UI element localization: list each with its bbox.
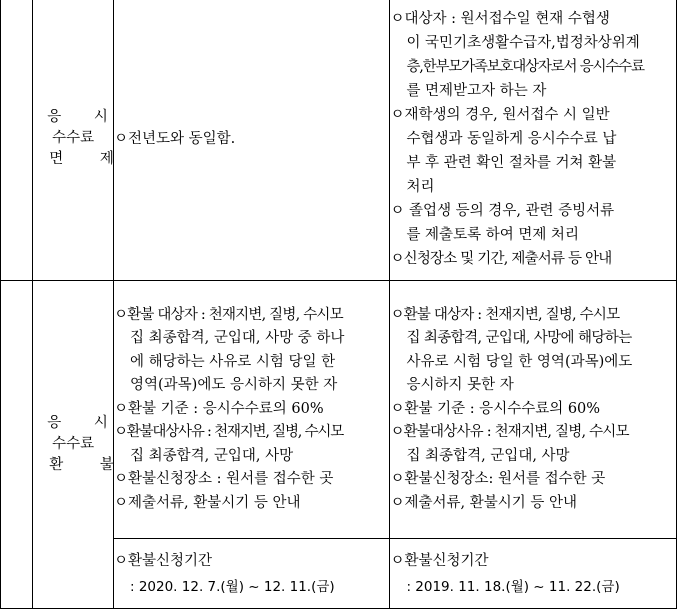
bullet-item: ㅇ전년도와 동일함. <box>113 130 236 147</box>
continuation-line: 집 최종합격, 군입대, 사망에 해당하는 <box>406 330 632 347</box>
bullet-item: ㅇ환불신청기간 <box>390 552 489 569</box>
continuation-line: 수협생과 동일하게 응시수수료 납 <box>406 130 617 147</box>
bullet-item: ㅇ 졸업생 등의 경우, 관련 증빙서류 <box>390 202 615 219</box>
bullet-item: ㅇ신청장소 및 기간, 제출서류 등 안내 <box>390 250 612 267</box>
current-year-cell <box>113 0 389 281</box>
bullet-item: ㅇ환불 대상자 : 천재지변, 질병, 수시모 <box>390 306 620 323</box>
continuation-line: 응시하지 못한 자 <box>406 377 514 394</box>
blank-cell <box>1 281 33 609</box>
continuation-line: 에 해당하는 사유로 시험 당일 한 <box>129 353 336 370</box>
label-line: 환 불 <box>49 457 130 473</box>
bullet-item: ㅇ제출서류, 환불시기 등 안내 <box>113 494 301 511</box>
continuation-line: 를 면제받고자 하는 자 <box>406 82 547 99</box>
previous-year-cell <box>390 281 677 539</box>
label-line: 응 시 <box>47 109 122 125</box>
label-line: 응 시 <box>47 415 122 431</box>
bullet-item: ㅇ재학생의 경우, 원서접수 시 일반 <box>390 106 610 123</box>
row-label-fee-exemption <box>33 0 130 281</box>
table-row-fee-exemption <box>1 0 677 281</box>
label-line: 수수료 <box>52 436 95 452</box>
continuation-line: 부 후 관련 확인 절차를 거쳐 환불 <box>406 154 617 171</box>
label-line: 면 제 <box>49 151 130 167</box>
date-range: : 2020. 12. 7.(월) ~ 12. 11.(금) <box>129 578 335 595</box>
continuation-line: 층,한부모가족보호대상자로서 응시수수료 <box>406 58 644 75</box>
row-label-fee-refund <box>33 281 130 609</box>
bullet-item: ㅇ대상자 : 원서접수일 현재 수협생 <box>390 10 610 27</box>
bullet-item: ㅇ환불대상사유 : 천재지변, 질병, 수시모 <box>390 424 629 441</box>
blank-cell <box>1 0 33 281</box>
bullet-item: ㅇ환불 기준 : 응시수수료의 60% <box>390 400 601 417</box>
bullet-item: ㅇ환불신청장소 : 원서를 접수한 곳 <box>113 471 334 488</box>
bullet-item: ㅇ환불신청장소: 원서를 접수한 곳 <box>390 471 606 488</box>
continuation-line: 집 최종합격, 군입대, 사망 중 하나 <box>129 330 345 347</box>
continuation-line: 이 국민기초생활수급자,법정차상위계 <box>406 34 640 51</box>
table-row-fee-refund <box>1 281 677 539</box>
continuation-line: 를 제출토록 하여 면제 처리 <box>406 226 579 243</box>
bullet-item: ㅇ환불신청기간 <box>113 552 213 569</box>
continuation-line: 사유로 시험 당일 한 영역(과목)에도 <box>406 353 633 370</box>
continuation-line: 처리 <box>406 178 435 195</box>
current-year-cell <box>113 539 389 609</box>
continuation-line: 집 최종합격, 군입대, 사망 <box>406 447 570 464</box>
bullet-item: ㅇ환불 대상자 : 천재지변, 질병, 수시모 <box>113 306 343 323</box>
previous-year-cell <box>390 539 677 609</box>
continuation-line: 집 최종합격, 군입대, 사망 <box>129 447 294 464</box>
current-year-cell <box>113 281 389 539</box>
bullet-item: ㅇ환불대상사유 : 천재지변, 질병, 수시모 <box>113 424 344 441</box>
previous-year-cell <box>390 0 677 281</box>
label-line: 수수료 <box>52 130 95 146</box>
date-range: : 2019. 11. 18.(월) ~ 11. 22.(금) <box>406 578 620 595</box>
bullet-item: ㅇ환불 기준 : 응시수수료의 60% <box>113 400 324 417</box>
continuation-line: 영역(과목)에도 응시하지 못한 자 <box>129 377 338 394</box>
bullet-item: ㅇ제출서류, 환불시기 등 안내 <box>390 494 577 511</box>
